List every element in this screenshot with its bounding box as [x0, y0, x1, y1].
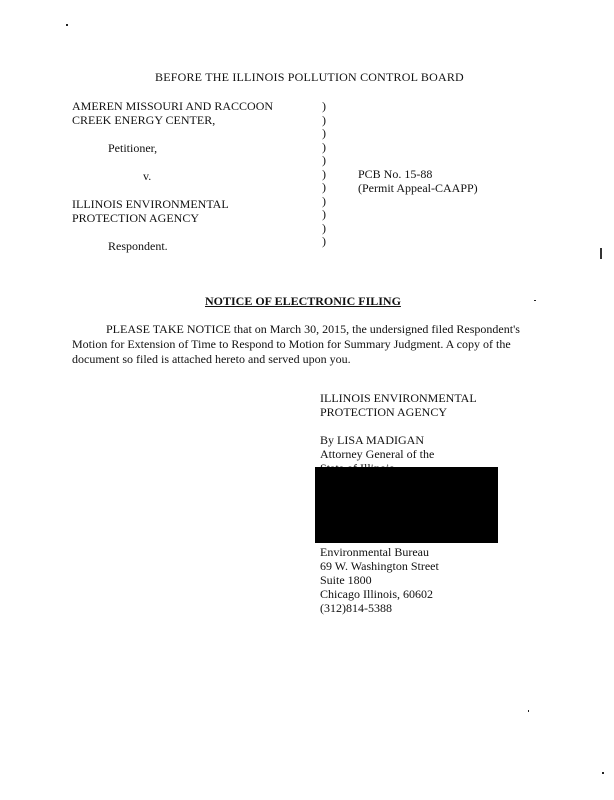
signature-by-line: By LISA MADIGAN [320, 433, 425, 447]
signature-agency-line1: ILLINOIS ENVIRONMENTAL [320, 391, 477, 405]
court-title: BEFORE THE ILLINOIS POLLUTION CONTROL BOARD [155, 70, 464, 84]
bracket-mark: ) [322, 207, 326, 221]
notice-body: PLEASE TAKE NOTICE that on March 30, 2015, the undersigned filed Respondent's Motion for Extension of Time to Respond to Motion for Summary Judgment. A copy of the document so filed is attached hereto and served upon you. [72, 322, 520, 366]
redaction-block [315, 467, 498, 543]
petitioner-role: Petitioner, [108, 141, 158, 155]
respondent-role: Respondent. [108, 239, 168, 253]
signature-suite: Suite 1800 [320, 573, 372, 587]
case-type: (Permit Appeal-CAAPP) [358, 181, 478, 195]
scan-speck [534, 300, 536, 301]
respondent-name-line1: ILLINOIS ENVIRONMENTAL [72, 197, 229, 211]
bracket-mark: ) [322, 180, 326, 194]
versus-label: v. [143, 169, 152, 183]
caption-bracket-column [322, 100, 332, 249]
bracket-mark: ) [322, 99, 326, 113]
respondent-name-line2: PROTECTION AGENCY [72, 211, 200, 225]
signature-bureau: Environmental Bureau [320, 545, 429, 559]
bracket-mark: ) [322, 166, 326, 181]
bracket-mark: ) [322, 112, 326, 127]
case-number: PCB No. 15-88 [358, 167, 433, 181]
signature-title-line: Attorney General of the [320, 447, 435, 461]
scan-speck [66, 24, 68, 26]
petitioner-name-line2: CREEK ENERGY CENTER, [72, 113, 216, 127]
signature-street: 69 W. Washington Street [320, 559, 439, 573]
signature-city: Chicago Illinois, 60602 [320, 587, 433, 601]
petitioner-name-line1: AMEREN MISSOURI AND RACCOON [72, 99, 274, 113]
bracket-mark: ) [322, 139, 326, 154]
scan-edge-mark [600, 248, 602, 259]
bracket-mark: ) [322, 126, 326, 140]
bracket-mark: ) [322, 153, 326, 167]
notice-heading: NOTICE OF ELECTRONIC FILING [205, 294, 401, 308]
signature-agency-line2: PROTECTION AGENCY [320, 405, 448, 419]
bracket-mark: ) [322, 220, 326, 235]
bracket-mark: ) [322, 193, 326, 208]
scan-speck [528, 710, 529, 712]
signature-phone: (312)814-5388 [320, 601, 392, 615]
scan-speck [602, 772, 604, 774]
bracket-mark: ) [322, 234, 326, 248]
